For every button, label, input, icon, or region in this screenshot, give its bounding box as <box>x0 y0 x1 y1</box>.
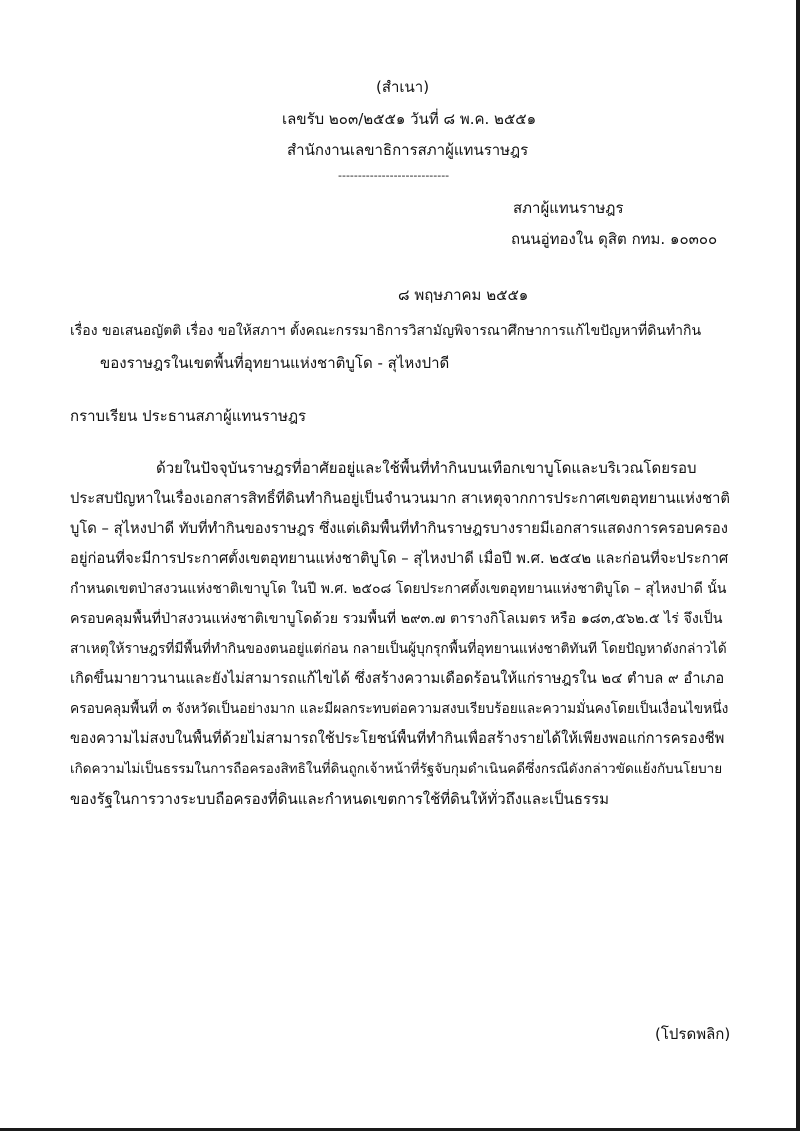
subject-line-1: เรื่อง ขอเสนอญัตติ เรื่อง ขอให้สภาฯ ตั้งคณะกรรมาธิการวิสามัญพิจารณาศึกษาการแก้ไขปัญหาที่ดินทำกิน <box>70 323 702 339</box>
address-line-2: ถนนอู่ทองใน ดุสิต กทม. ๑๐๓๐๐ <box>511 230 718 248</box>
body-line: สาเหตุให้ราษฎรที่มีพื้นที่ทำกินของตนอยู่แต่ก่อน กลายเป็นผู้บุกรุกพื้นที่อุทยานแห่งชาติทันที โดยปัญหาดังกล่าวได้ <box>70 641 727 657</box>
subject-line-2: ของราษฎรในเขตพื้นที่อุทยานแห่งชาติบูโด - สุไหงปาดี <box>100 354 450 372</box>
header-divider: ---------------------------- <box>338 169 450 182</box>
body-line: ครอบคลุมพื้นที่ป่าสงวนแห่งชาติเขาบูโดด้วย รวมพื้นที่ ๒๙๓.๗ ตารางกิโลเมตร หรือ ๑๘๓,๕๖๒.๕ ไร่ จึงเป็น <box>70 611 723 627</box>
address-line-1: สภาผู้แทนราษฎร <box>513 199 624 217</box>
body-line: เกิดความไม่เป็นธรรมในการถือครองสิทธิในที่ดินถูกเจ้าหน้าที่รัฐจับกุมดำเนินคดีซึ่งกรณีดังกล่าวขัดแย้งกับนโยบาย <box>70 761 723 777</box>
salutation: กราบเรียน ประธานสภาผู้แทนราษฎร <box>70 407 307 425</box>
copy-mark: (สำเนา) <box>376 78 430 96</box>
body-line: ครอบคลุมพื้นที่ ๓ จังหวัดเป็นอย่างมาก และมีผลกระทบต่อความสงบเรียบร้อยและความมั่นคงโดยเป็นเงื่อนไขหนึ่ง <box>70 701 729 717</box>
receipt-line: เลขรับ ๒๐๓/๒๕๕๑ วันที่ ๘ พ.ค. ๒๕๕๑ <box>282 110 537 128</box>
body-line: อยู่ก่อนที่จะมีการประกาศตั้งเขตอุทยานแห่งชาติบูโด – สุไหงปาดี เมื่อปี พ.ศ. ๒๕๔๒ และก่อนที่จะประกาศ <box>70 550 729 567</box>
body-line: กำหนดเขตป่าสงวนแห่งชาติเขาบูโด ในปี พ.ศ. ๒๕๐๘ โดยประกาศตั้งเขตอุทยานแห่งชาติบูโด – สุไหงปาดี นั้น <box>70 581 727 597</box>
body-line: ด้วยในปัจจุบันราษฎรที่อาศัยอยู่และใช้พื้นที่ทำกินบนเทือกเขาบูโดและบริเวณโดยรอบ <box>156 459 697 477</box>
body-line: ของความไม่สงบในพื้นที่ด้วยไม่สามารถใช้ประโยชน์พื้นที่ทำกินเพื่อสร้างรายได้ให้เพียงพอแก่การครองชีพ <box>70 730 725 747</box>
body-line: ประสบปัญหาในเรื่องเอกสารสิทธิ์ที่ดินทำกินอยู่เป็นจำนวนมาก สาเหตุจากการประกาศเขตอุทยานแห่งชาติ <box>70 490 730 507</box>
body-line: เกิดขึ้นมายาวนานและยังไม่สามารถแก้ไขได้ ซึ่งสร้างความเดือดร้อนให้แก่ราษฎรใน ๒๔ ตำบล ๙ อำเภอ <box>70 670 725 687</box>
turn-over-note: (โปรดพลิก) <box>655 1025 731 1043</box>
letter-date: ๘ พฤษภาคม ๒๕๕๑ <box>398 286 529 304</box>
body-line: บูโด – สุไหงปาดี ทับที่ทำกินของราษฎร ซึ่งแต่เดิมพื้นที่ทำกินราษฎรบางรายมีเอกสารแสดงการครอบครอง <box>70 520 728 537</box>
body-line: ของรัฐในการวางระบบถือครองที่ดินและกำหนดเขตการใช้ที่ดินให้ทั่วถึงและเป็นธรรม <box>70 790 610 808</box>
office-name: สำนักงานเลขาธิการสภาผู้แทนราษฎร <box>287 141 529 159</box>
